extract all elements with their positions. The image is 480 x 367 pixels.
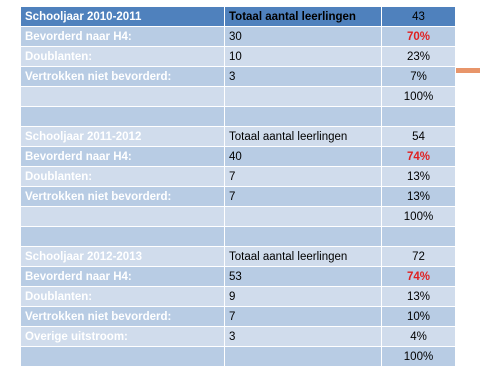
table-row [21,327,456,347]
table-row [21,227,456,247]
table-row [21,247,456,267]
count-cell: 30 [225,27,382,47]
count-cell [225,207,382,227]
percentage-cell: 70% [382,27,456,47]
table-row [21,107,456,127]
table-row [21,47,456,67]
table-row [21,207,456,227]
row-label-cell: Bevorderd naar H4: [21,147,225,167]
row-label-cell: Doublanten: [21,167,225,187]
percentage-cell [382,227,456,247]
row-label-cell [21,347,225,367]
table-row [21,27,456,47]
table-row [21,127,456,147]
percentage-cell [382,107,456,127]
row-label-cell: Overige uitstroom: [21,327,225,347]
row-label-cell: Vertrokken niet bevorderd: [21,187,225,207]
row-label-cell [21,87,225,107]
count-cell: 53 [225,267,382,287]
student-statistics-table [20,6,456,367]
count-cell [225,347,382,367]
count-cell: 40 [225,147,382,167]
count-cell: 7 [225,167,382,187]
percentage-cell: 10% [382,307,456,327]
count-cell: Totaal aantal leerlingen [225,127,382,147]
count-cell: 7 [225,307,382,327]
table-row [21,67,456,87]
row-label-cell [21,227,225,247]
count-cell: 3 [225,327,382,347]
percentage-cell: 13% [382,187,456,207]
row-label-cell: Bevorderd naar H4: [21,267,225,287]
percentage-cell: 74% [382,147,456,167]
percentage-cell: 43 [382,7,456,27]
count-cell: 3 [225,67,382,87]
percentage-cell: 100% [382,207,456,227]
row-label-cell: Schooljaar 2012-2013 [21,247,225,267]
percentage-cell: 72 [382,247,456,267]
row-label-cell: Schooljaar 2010-2011 [21,7,225,27]
table-row [21,307,456,327]
table-row [21,147,456,167]
row-label-cell: Doublanten: [21,287,225,307]
percentage-cell: 54 [382,127,456,147]
row-label-cell [21,207,225,227]
table-row [21,187,456,207]
count-cell: Totaal aantal leerlingen [225,247,382,267]
table-row [21,7,456,27]
table-row [21,287,456,307]
percentage-cell: 7% [382,67,456,87]
row-label-cell: Doublanten: [21,47,225,67]
table-row [21,267,456,287]
percentage-cell: 100% [382,87,456,107]
count-cell [225,227,382,247]
count-cell: Totaal aantal leerlingen [225,7,382,27]
table-body [21,7,456,367]
percentage-cell: 4% [382,327,456,347]
table-row [21,87,456,107]
percentage-cell: 23% [382,47,456,67]
count-cell: 9 [225,287,382,307]
count-cell: 7 [225,187,382,207]
table-row [21,347,456,367]
count-cell [225,87,382,107]
row-label-cell [21,107,225,127]
percentage-cell: 13% [382,167,456,187]
row-label-cell: Schooljaar 2011-2012 [21,127,225,147]
percentage-cell: 74% [382,267,456,287]
row-label-cell: Vertrokken niet bevorderd: [21,67,225,87]
percentage-cell: 13% [382,287,456,307]
percentage-cell: 100% [382,347,456,367]
count-cell: 10 [225,47,382,67]
top-rule [0,0,480,3]
table-row [21,167,456,187]
row-label-cell: Vertrokken niet bevorderd: [21,307,225,327]
row-label-cell: Bevorderd naar H4: [21,27,225,47]
count-cell [225,107,382,127]
